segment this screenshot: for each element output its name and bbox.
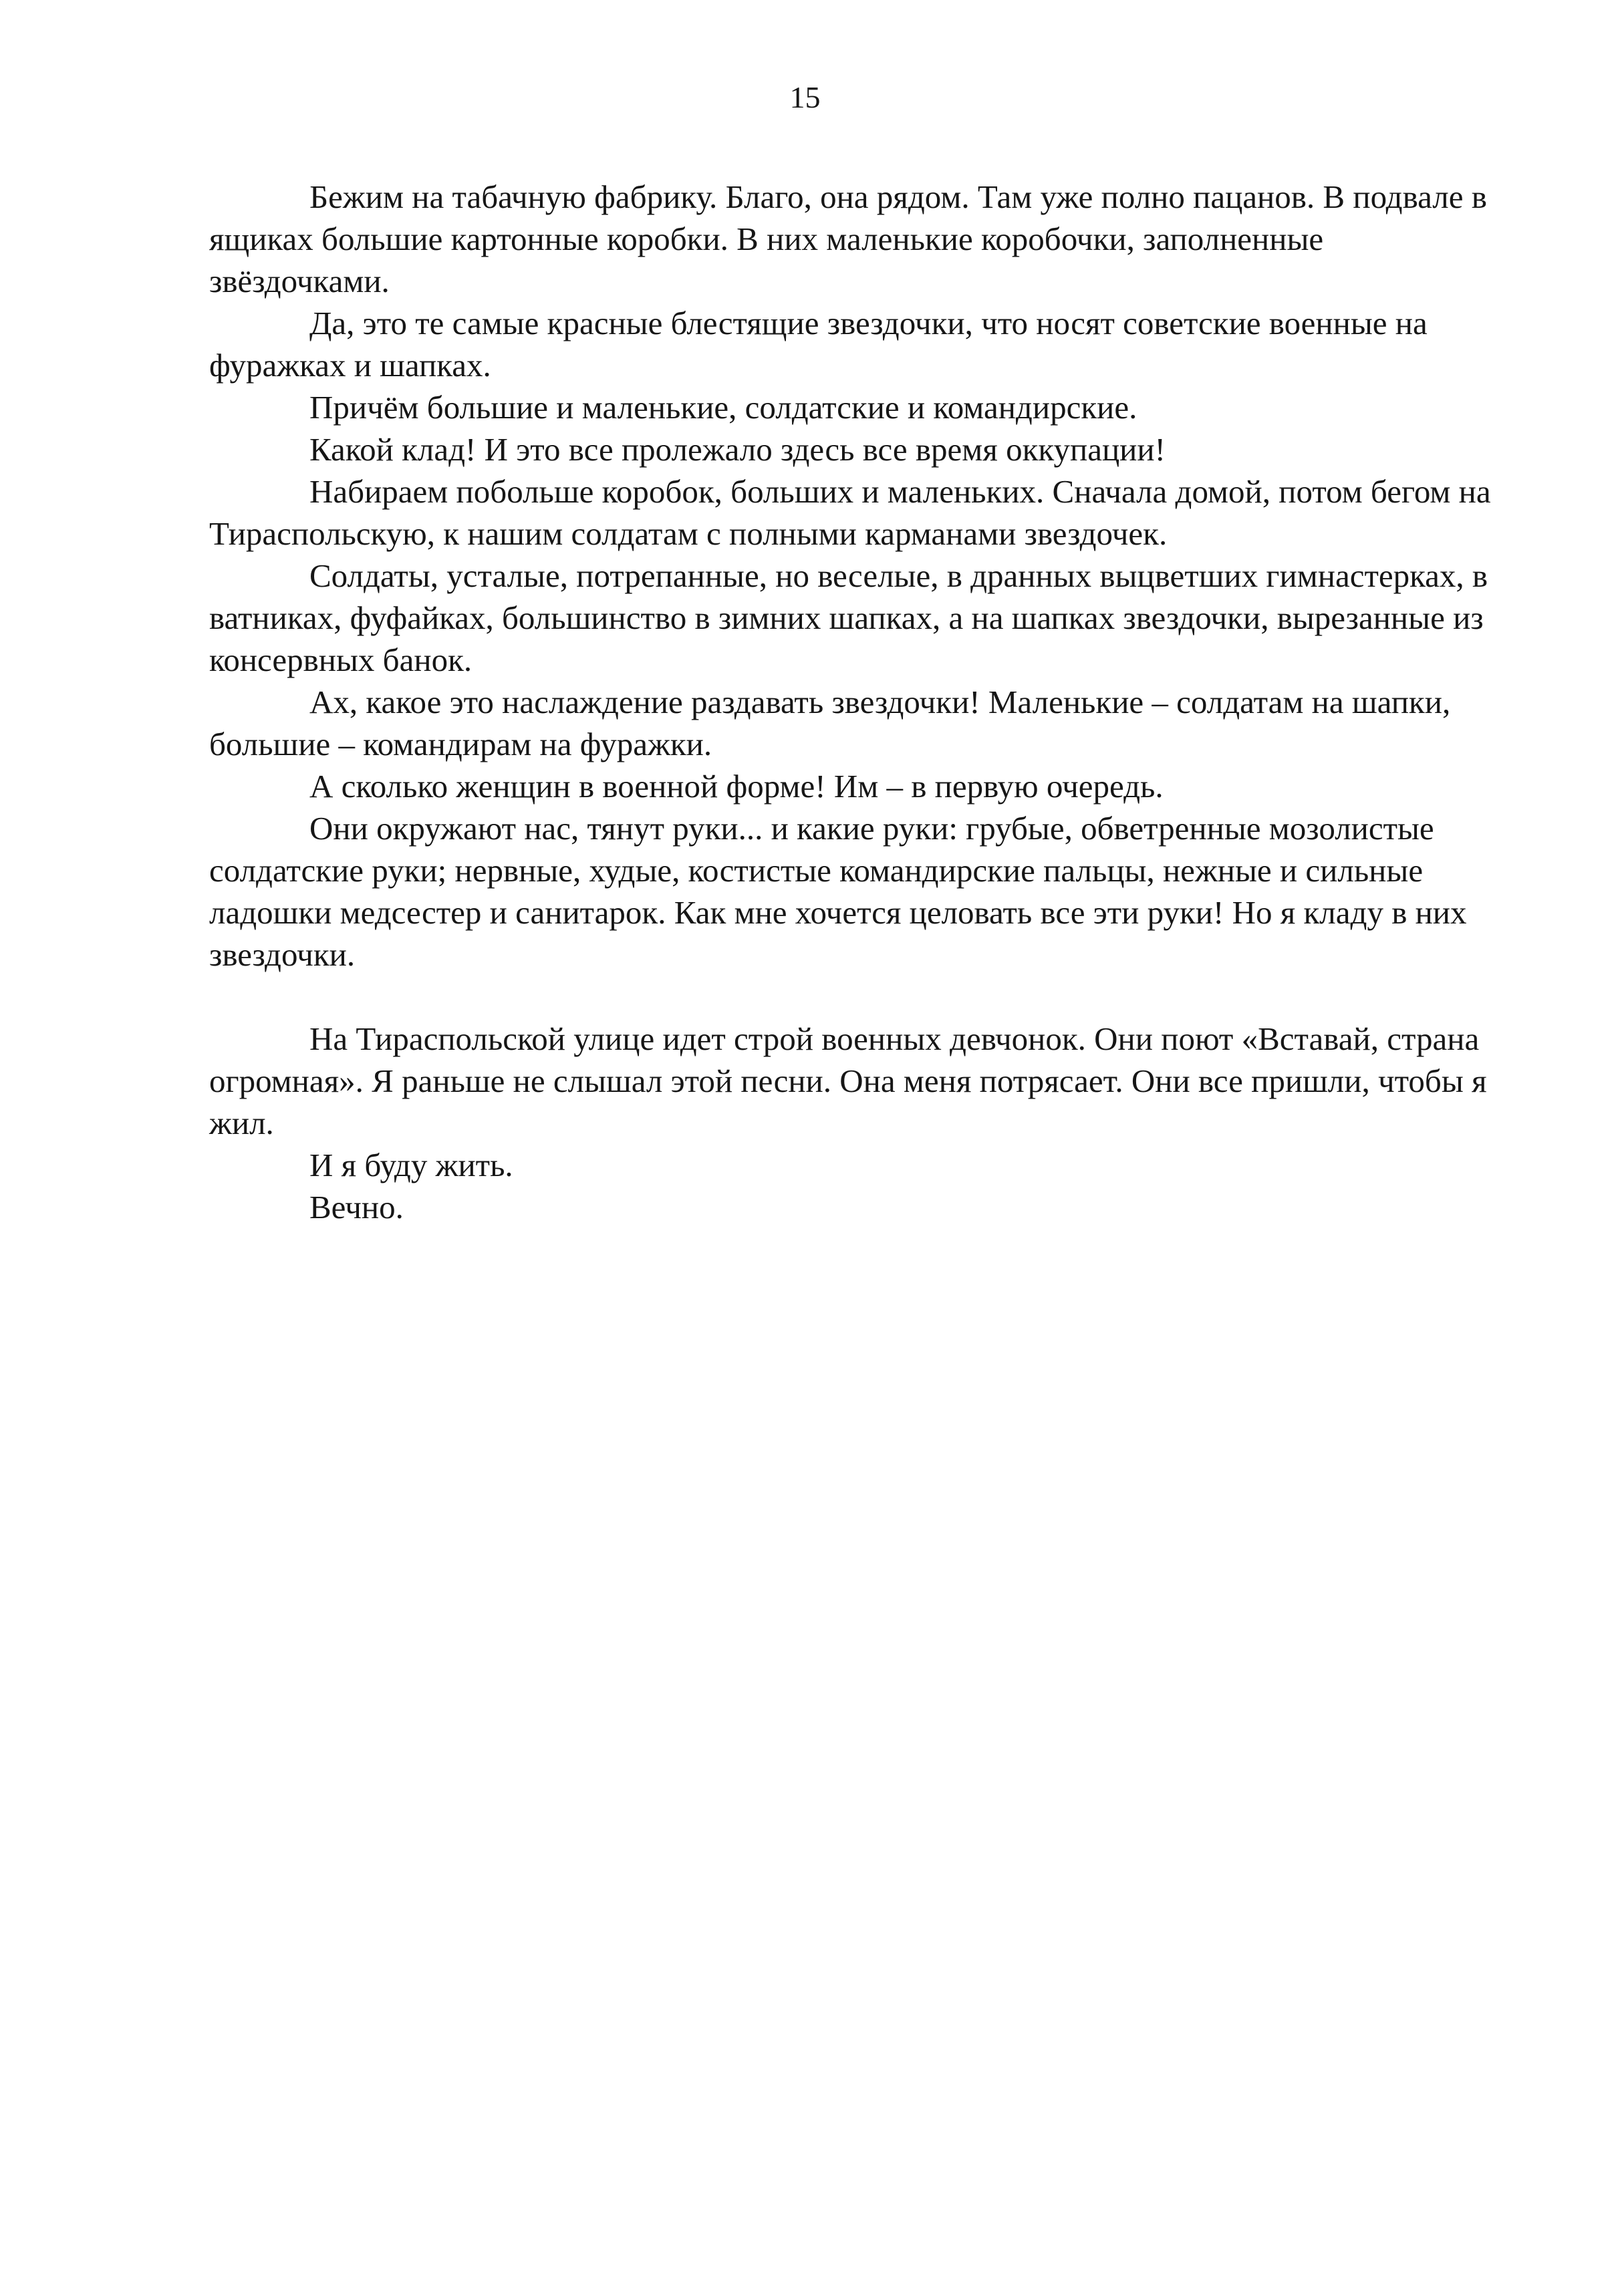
paragraph: Ах, какое это наслаждение раздавать звездочки! Маленькие – солдатам на шапки, большие – командирам на фуражки. [209,684,1451,762]
paragraph: И я буду жить. [309,1147,513,1183]
section-break [209,976,1502,1018]
paragraph: Бежим на табачную фабрику. Благо, она рядом. Там уже полно пацанов. В подвале в ящиках большие картонные коробки. В них маленькие коробочки, заполненные звёздочками. [209,178,1487,299]
paragraph: Какой клад! И это все пролежало здесь все время оккупации! [309,431,1166,468]
page-number: 15 [789,80,821,114]
paragraph: Причём большие и маленькие, солдатские и командирские. [309,389,1137,426]
paragraph: Вечно. [309,1189,404,1226]
paragraph: На Тираспольской улице идет строй военных девчонок. Они поют «Вставай, страна огромная». Я раньше не слышал этой песни. Она меня потрясает. Они все пришли, чтобы я жил. [209,1020,1487,1141]
paragraph: А сколько женщин в военной форме! Им – в первую очередь. [309,768,1164,805]
paragraph: Они окружают нас, тянут руки... и какие руки: грубые, обветренные мозолистые солдатские руки; нервные, худые, костистые командирские пальцы, нежные и сильные ладошки медсестер и санитарок. Как мне хочется целовать все эти руки! Но я кладу в них звездочки. [209,810,1467,973]
paragraph: Набираем побольше коробок, больших и маленьких. Сначала домой, потом бегом на Тираспольскую, к нашим солдатам с полными карманами звездочек. [209,473,1491,552]
body-text [209,176,1502,1228]
paragraph: Да, это те самые красные блестящие звездочки, что носят советские военные на фуражках и шапках. [209,305,1428,384]
paragraph: Солдаты, усталые, потрепанные, но веселые, в дранных выцветших гимнастерках, в ватниках, фуфайках, большинство в зимних шапках, а на шапках звездочки, вырезанные из консервных банок. [209,557,1488,678]
